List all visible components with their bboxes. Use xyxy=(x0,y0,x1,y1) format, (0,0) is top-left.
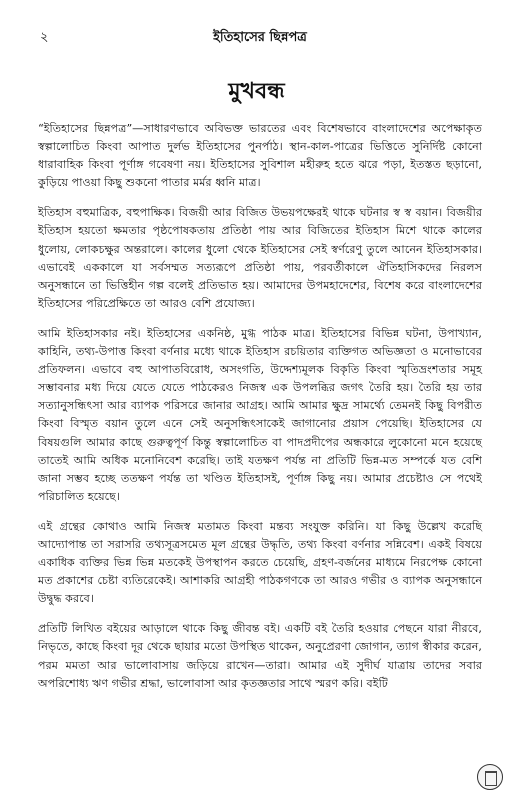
paragraph: আমি ইতিহাসকার নই। ইতিহাসের একনিষ্ঠ, মুগ্ধ পাঠক মাত্র। ইতিহাসের বিভিন্ন ঘটনা, উপাখ্যান, কাহিনি, তথ্য-উপাত্ত কিংবা বর্ণনার মধ্যে থাকে ইতিহাস রচয়িতার ব্যক্তিগত অভিজ্ঞতা ও মনোভাবের প্রতিফলন। এভাবে বহু আপাতবিরোধ, অসংগতি, উদ্দেশ্যমূলক বিকৃতি কিংবা স্মৃতিভ্রংশতার সমূহ সম্ভাবনার মধ্য দিয়ে যেতে যেতে পাঠকেরও নিজস্ব এক উপলব্ধির জগৎ তৈরি হয়। তৈরি হয় তার সত্যানুসন্ধিৎসা আর ব্যাপক পরিসরে জানার আগ্রহ। আমি আমার ক্ষুদ্র সামর্থ্যে তেমনই কিছু বিপরীত কিংবা বিস্মৃত বয়ান তুলে এনে সেই অনুসন্ধিৎসাকেই জাগানোর প্রয়াস পেয়েছি। ইতিহাসের যে বিষয়গুলি আমার কাছে গুরুত্বপূর্ণ কিন্তু স্বল্পালোচিত বা পাদপ্রদীপের অন্ধকারে লুকোনো মনে হয়েছে তাতেই আমি অধিক মনোনিবেশ করেছি। তাই যতক্ষণ পর্যন্ত না প্রতিটি ভিন্ন-মত সম্পর্কে যত বেশি জানা সম্ভব হচ্ছে ততক্ষণ পর্যন্ত তা খণ্ডিত ইতিহাসই, পূর্ণাঙ্গ কিছু নয়। আমার প্রচেষ্টাও সে পথেই পরিচালিত হয়েছে। xyxy=(38,326,482,503)
chapter-title: মুখবন্ধ xyxy=(228,78,285,104)
paragraph: প্রতিটি লিখিত বইয়ের আড়ালে থাকে কিছু জীবন্ত বই। একটি বই তৈরি হওয়ার পেছনে যারা নীরবে, নিভৃতে, কাছে কিংবা দূর থেকে ছায়ার মতো উপস্থিত থাকেন, অনুপ্রেরণা জোগান, ত্যাগ স্বীকার করেন, পরম মমতা আর ভালোবাসায় জড়িয়ে রাখেন—তারা। আমার এই সুদীর্ঘ যাত্রায় তাদের সবার অপরিশোধ্য ঋণ গভীর শ্রদ্ধা, ভালোবাসা আর কৃতজ্ঞতার সাথে স্মরণ করি। বইটি xyxy=(38,622,482,690)
publisher-logo-icon xyxy=(477,764,503,790)
paragraph: “ইতিহাসের ছিন্নপত্র”—সাধারণভাবে অবিভক্ত ভারতের এবং বিশেষভাবে বাংলাদেশের অপেক্ষাকৃত স্বল্পালোচিত কিংবা আপাত দুর্লভ ইতিহাসের পুনর্পাঠ। স্থান-কাল-পাত্রের ভিত্তিতে সুনির্দিষ্ট কোনো ধারাবাহিক কিংবা পূর্ণাঙ্গ গবেষণা নয়। ইতিহাসের সুবিশাল মহীরুহ হতে ঝরে পড়া, ইতস্তত ছড়ানো, কুড়িয়ে পাওয়া কিছু শুকনো পাতার মর্মর ধ্বনি মাত্র। xyxy=(38,122,482,190)
page-header xyxy=(40,28,480,50)
body-text xyxy=(38,120,482,705)
running-title: ইতিহাসের ছিন্নপত্র xyxy=(213,30,307,45)
paragraph: এই গ্রন্থের কোথাও আমি নিজস্ব মতামত কিংবা মন্তব্য সংযুক্ত করিনি। যা কিছু উল্লেখ করেছি আদ্যোপান্ত তা সরাসরি তথ্যসূত্রসমেত মূল গ্রন্থের উদ্ধৃতি, তথ্য কিংবা বর্ণনার সন্নিবেশ। একই বিষয়ে একাধিক ব্যক্তির ভিন্ন ভিন্ন মতকেই উপস্থাপন করতে চেয়েছি, গ্রহণ-বর্জনের মাধ্যমে নিরপেক্ষ কোনো মত প্রকাশের চেষ্টা ব্যতিরেকেই। আশাকরি আগ্রহী পাঠকগণকে তা আরও গভীর ও ব্যাপক অনুসন্ধানে উদ্বুদ্ধ করবে। xyxy=(38,519,482,606)
paragraph: ইতিহাস বহুমাত্রিক, বহুপাক্ষিক। বিজয়ী আর বিজিত উভয়পক্ষেরই থাকে ঘটনার স্ব স্ব বয়ান। বিজয়ীর ইতিহাস হয়তো ক্ষমতার পৃষ্ঠপোষকতায় প্রতিষ্ঠা পায় আর বিজিতের ইতিহাস মিশে থাকে কালের ধুলোয়, লোকচক্ষুর অন্তরালে। কালের ধুলো থেকে ইতিহাসের সেই স্বর্ণরেণু তুলে আনেন ইতিহাসকার। এভাবেই এককালে যা সর্বসম্মত সত্যরূপে প্রতিষ্ঠা পায়, পরবর্তীকালে ঐতিহাসিকদের নিরলস অনুসন্ধানে তা ভিত্তিহীন গল্প বলেই প্রতিভাত হয়। আমাদের উপমহাদেশের, বিশেষ করে বাংলাদেশের ইতিহাসের পরিপ্রেক্ষিতে তা আরও বেশি প্রযোজ্য। xyxy=(38,206,482,310)
page-number: ২ xyxy=(40,30,49,45)
